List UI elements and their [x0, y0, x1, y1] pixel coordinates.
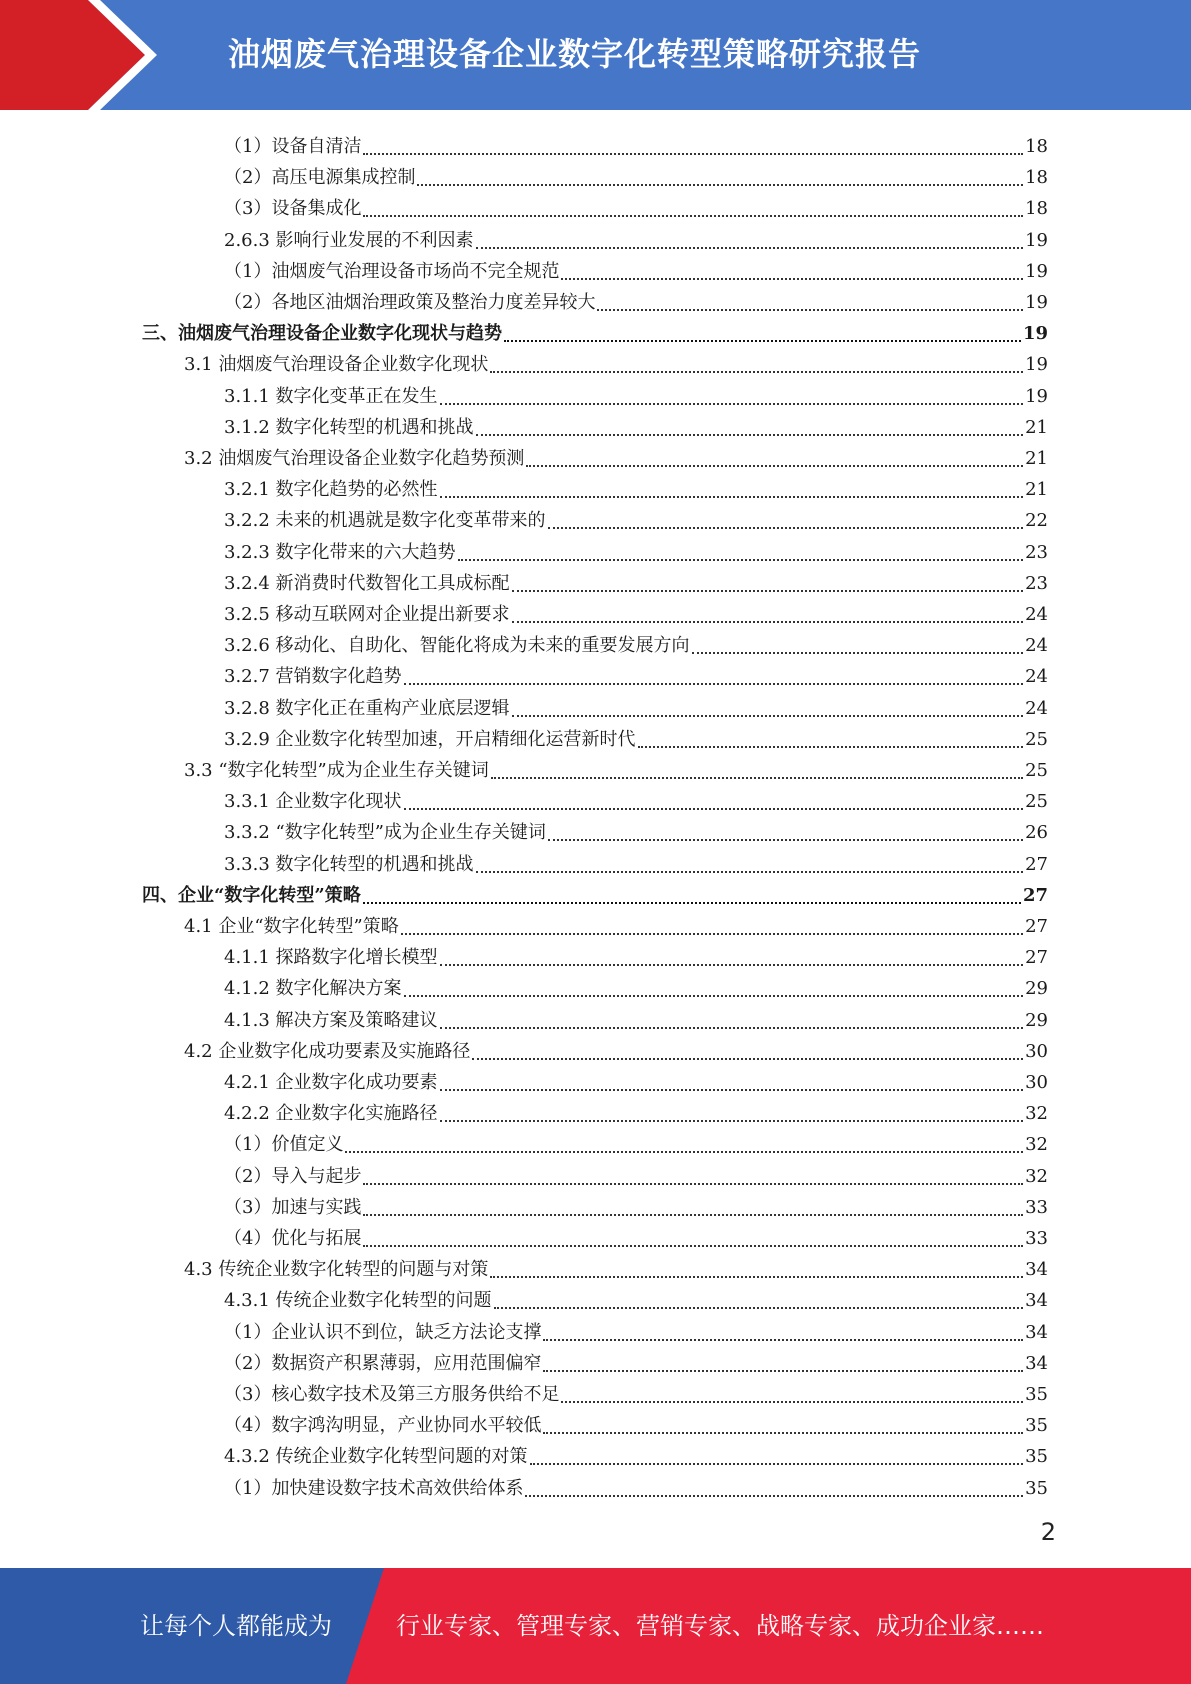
toc-entry-label: 三、油烟废气治理设备企业数字化现状与趋势 [142, 323, 502, 344]
toc-leader-dots [440, 1026, 1024, 1029]
toc-entry[interactable] [224, 627, 1048, 658]
toc-entry[interactable] [224, 190, 1048, 221]
toc-entry-page: 27 [1022, 885, 1048, 906]
toc-leader-dots [512, 589, 1024, 592]
toc-entry-page: 19 [1022, 323, 1048, 344]
toc-leader-dots [543, 1338, 1023, 1341]
toc-entry[interactable] [224, 1095, 1048, 1126]
toc-entry-page: 34 [1025, 1322, 1048, 1343]
toc-entry-page: 19 [1025, 230, 1048, 251]
toc-entry-label: （2）导入与起步 [224, 1166, 362, 1187]
toc-entry-label: 2.6.3 影响行业发展的不利因素 [224, 230, 474, 251]
toc-entry-page: 19 [1025, 292, 1048, 313]
toc-entry-label: 4.2.1 企业数字化成功要素 [224, 1072, 438, 1093]
toc-entry-page: 23 [1025, 542, 1048, 563]
toc-leader-dots [512, 620, 1024, 623]
toc-entry-label: （1）加快建设数字技术高效供给体系 [224, 1478, 524, 1499]
toc-entry[interactable] [224, 222, 1048, 253]
footer-banner [0, 1568, 1191, 1684]
toc-entry-page: 27 [1025, 854, 1048, 875]
document-title: 油烟废气治理设备企业数字化转型策略研究报告 [228, 35, 922, 73]
toc-leader-dots [530, 1462, 1024, 1465]
toc-entry-label: 3.2.1 数字化趋势的必然性 [224, 479, 438, 500]
toc-leader-dots [638, 745, 1024, 748]
toc-entry-page: 24 [1025, 635, 1048, 656]
toc-entry[interactable] [224, 502, 1048, 533]
toc-entry[interactable] [142, 877, 1048, 908]
toc-entry-label: 4.3.2 传统企业数字化转型问题的对策 [224, 1446, 528, 1467]
toc-entry-label: 4.1.3 解决方案及策略建议 [224, 1010, 438, 1031]
toc-entry-page: 35 [1025, 1384, 1048, 1405]
toc-entry-label: 3.3.1 企业数字化现状 [224, 791, 402, 812]
toc-entry[interactable] [184, 440, 1048, 471]
toc-entry[interactable] [224, 783, 1048, 814]
toc-entry-page: 34 [1025, 1259, 1048, 1280]
toc-entry-page: 26 [1025, 822, 1048, 843]
toc-leader-dots [561, 277, 1023, 280]
toc-entry-label: （2）各地区油烟治理政策及整治力度差异较大 [224, 292, 596, 313]
toc-entry-label: 3.2 油烟废气治理设备企业数字化趋势预测 [184, 448, 525, 469]
toc-leader-dots [440, 495, 1024, 498]
toc-entry-page: 30 [1025, 1072, 1048, 1093]
toc-leader-dots [363, 901, 1021, 904]
header-banner [0, 0, 1191, 110]
toc-entry[interactable] [184, 752, 1048, 783]
toc-entry-page: 18 [1025, 136, 1048, 157]
toc-entry-page: 34 [1025, 1290, 1048, 1311]
toc-entry-label: 4.2 企业数字化成功要素及实施路径 [184, 1041, 471, 1062]
toc-entry-label: 3.2.4 新消费时代数智化工具成标配 [224, 573, 510, 594]
toc-leader-dots [490, 1275, 1023, 1278]
toc-entry[interactable] [224, 534, 1048, 565]
toc-entry-page: 32 [1025, 1166, 1048, 1187]
toc-entry-label: 3.2.3 数字化带来的六大趋势 [224, 542, 456, 563]
toc-leader-dots [440, 1119, 1024, 1122]
toc-entry-page: 25 [1025, 791, 1048, 812]
toc-entry-page: 19 [1025, 386, 1048, 407]
toc-entry-page: 33 [1025, 1197, 1048, 1218]
toc-entry[interactable] [224, 1189, 1048, 1220]
toc-leader-dots [512, 714, 1024, 717]
toc-entry-label: 4.3.1 传统企业数字化转型的问题 [224, 1290, 492, 1311]
toc-entry[interactable] [224, 1407, 1048, 1438]
toc-entry[interactable] [224, 970, 1048, 1001]
toc-leader-dots [363, 214, 1023, 217]
toc-entry[interactable] [142, 315, 1048, 346]
toc-entry[interactable] [224, 1345, 1048, 1376]
toc-leader-dots [490, 370, 1023, 373]
toc-entry-label: （1）价值定义 [224, 1134, 344, 1155]
toc-entry-label: （2）数据资产积累薄弱，应用范围偏窄 [224, 1353, 542, 1374]
toc-entry-label: 4.1.2 数字化解决方案 [224, 978, 402, 999]
toc-entry-page: 29 [1025, 978, 1048, 999]
toc-leader-dots [401, 932, 1023, 935]
toc-leader-dots [476, 246, 1024, 249]
toc-leader-dots [440, 1088, 1024, 1091]
toc-entry-label: 3.1.2 数字化转型的机遇和挑战 [224, 417, 474, 438]
toc-entry-page: 32 [1025, 1134, 1048, 1155]
toc-entry[interactable] [224, 658, 1048, 689]
toc-entry-label: （1）油烟废气治理设备市场尚不完全规范 [224, 261, 560, 282]
toc-leader-dots [543, 1431, 1023, 1434]
toc-entry-label: 3.2.9 企业数字化转型加速，开启精细化运营新时代 [224, 729, 636, 750]
toc-entry[interactable] [224, 1438, 1048, 1469]
toc-entry[interactable] [224, 284, 1048, 315]
toc-entry[interactable] [224, 814, 1048, 845]
toc-entry[interactable] [224, 1314, 1048, 1345]
toc-entry-label: 3.1 油烟废气治理设备企业数字化现状 [184, 354, 489, 375]
footer-slogan-left: 让每个人都能成为 [140, 1612, 332, 1640]
toc-entry[interactable] [224, 846, 1048, 877]
header-arrow-decoration [0, 0, 160, 110]
toc-entry-page: 33 [1025, 1228, 1048, 1249]
toc-entry-page: 24 [1025, 698, 1048, 719]
toc-leader-dots [526, 464, 1023, 467]
toc-leader-dots [525, 1494, 1023, 1497]
toc-entry-label: 4.3 传统企业数字化转型的问题与对策 [184, 1259, 489, 1280]
toc-entry[interactable] [224, 1002, 1048, 1033]
toc-leader-dots [597, 308, 1023, 311]
toc-entry[interactable] [224, 1282, 1048, 1313]
toc-entry[interactable] [224, 128, 1048, 159]
toc-leader-dots [417, 183, 1023, 186]
toc-entry-page: 18 [1025, 198, 1048, 219]
toc-entry[interactable] [184, 908, 1048, 939]
toc-entry-page: 21 [1025, 417, 1048, 438]
toc-leader-dots [543, 1369, 1023, 1372]
toc-entry[interactable] [224, 721, 1048, 752]
toc-entry[interactable] [184, 346, 1048, 377]
toc-entry-page: 21 [1025, 448, 1048, 469]
toc-entry-label: 3.2.8 数字化正在重构产业底层逻辑 [224, 698, 510, 719]
toc-entry[interactable] [224, 939, 1048, 970]
toc-entry-page: 24 [1025, 604, 1048, 625]
toc-leader-dots [363, 1244, 1023, 1247]
toc-leader-dots [363, 1213, 1023, 1216]
toc-entry-label: （4）数字鸿沟明显，产业协同水平较低 [224, 1415, 542, 1436]
toc-entry-page: 29 [1025, 1010, 1048, 1031]
toc-leader-dots [404, 682, 1024, 685]
toc-entry[interactable] [224, 1470, 1048, 1501]
toc-entry[interactable] [224, 565, 1048, 596]
toc-leader-dots [476, 433, 1024, 436]
toc-entry-page: 25 [1025, 760, 1048, 781]
toc-entry-label: 4.1 企业“数字化转型”策略 [184, 916, 399, 937]
toc-leader-dots [458, 558, 1024, 561]
toc-entry-page: 22 [1025, 510, 1048, 531]
toc-leader-dots [494, 1306, 1024, 1309]
toc-entry-label: （3）核心数字技术及第三方服务供给不足 [224, 1384, 560, 1405]
toc-entry-label: 3.2.5 移动互联网对企业提出新要求 [224, 604, 510, 625]
toc-entry-label: 3.3.2 “数字化转型”成为企业生存关键词 [224, 822, 546, 843]
toc-entry-label: 3.3 “数字化转型”成为企业生存关键词 [184, 760, 489, 781]
toc-leader-dots [440, 402, 1024, 405]
toc-entry-label: （3）加速与实践 [224, 1197, 362, 1218]
toc-entry-label: 4.1.1 探路数字化增长模型 [224, 947, 438, 968]
toc-leader-dots [404, 807, 1024, 810]
toc-leader-dots [440, 963, 1024, 966]
toc-entry[interactable] [224, 1220, 1048, 1251]
toc-entry-label: 4.2.2 企业数字化实施路径 [224, 1103, 438, 1124]
toc-entry[interactable] [224, 409, 1048, 440]
toc-leader-dots [345, 1150, 1023, 1153]
toc-entry-page: 23 [1025, 573, 1048, 594]
toc-entry-page: 21 [1025, 479, 1048, 500]
toc-entry[interactable] [224, 1158, 1048, 1189]
toc-leader-dots [692, 651, 1024, 654]
toc-leader-dots [561, 1400, 1023, 1403]
footer-slogan-right: 行业专家、管理专家、营销专家、战略专家、成功企业家…… [396, 1612, 1044, 1640]
toc-entry[interactable] [224, 378, 1048, 409]
toc-leader-dots [472, 1057, 1023, 1060]
toc-entry-label: 3.2.6 移动化、自助化、智能化将成为未来的重要发展方向 [224, 635, 690, 656]
toc-entry-label: （1）设备自清洁 [224, 136, 362, 157]
toc-leader-dots [363, 1182, 1023, 1185]
page-number: 2 [1040, 1518, 1056, 1546]
toc-leader-dots [504, 339, 1021, 342]
toc-entry-label: 3.2.2 未来的机遇就是数字化变革带来的 [224, 510, 546, 531]
toc-entry-label: 3.2.7 营销数字化趋势 [224, 666, 402, 687]
toc-entry-label: （1）企业认识不到位，缺乏方法论支撑 [224, 1322, 542, 1343]
toc-entry-page: 34 [1025, 1353, 1048, 1374]
toc-entry-page: 35 [1025, 1415, 1048, 1436]
toc-entry[interactable] [224, 1064, 1048, 1095]
toc-entry-page: 30 [1025, 1041, 1048, 1062]
toc-entry[interactable] [224, 159, 1048, 190]
toc-entry[interactable] [224, 1126, 1048, 1157]
toc-entry-label: （3）设备集成化 [224, 198, 362, 219]
toc-leader-dots [363, 152, 1023, 155]
toc-entry[interactable] [224, 690, 1048, 721]
toc-entry-label: 四、企业“数字化转型”策略 [142, 885, 361, 906]
toc-entry-page: 35 [1025, 1478, 1048, 1499]
toc-entry[interactable] [224, 253, 1048, 284]
toc-entry-page: 27 [1025, 916, 1048, 937]
toc-entry[interactable] [224, 471, 1048, 502]
toc-entry[interactable] [224, 1376, 1048, 1407]
toc-entry-page: 19 [1025, 354, 1048, 375]
toc-entry-page: 18 [1025, 167, 1048, 188]
toc-leader-dots [548, 526, 1024, 529]
toc-entry-label: 3.1.1 数字化变革正在发生 [224, 386, 438, 407]
toc-entry-page: 32 [1025, 1103, 1048, 1124]
toc-entry-page: 25 [1025, 729, 1048, 750]
toc-entry-page: 19 [1025, 261, 1048, 282]
toc-entry-label: 3.3.3 数字化转型的机遇和挑战 [224, 854, 474, 875]
toc-entry-page: 27 [1025, 947, 1048, 968]
toc-leader-dots [491, 776, 1023, 779]
toc-entry-page: 35 [1025, 1446, 1048, 1467]
toc-leader-dots [476, 870, 1024, 873]
toc-entry-page: 24 [1025, 666, 1048, 687]
toc-leader-dots [404, 994, 1024, 997]
toc-leader-dots [548, 838, 1023, 841]
toc-entry-label: （4）优化与拓展 [224, 1228, 362, 1249]
toc-entry-label: （2）高压电源集成控制 [224, 167, 416, 188]
toc-entry[interactable] [184, 1251, 1048, 1282]
toc-entry[interactable] [184, 1033, 1048, 1064]
toc-entry[interactable] [224, 596, 1048, 627]
